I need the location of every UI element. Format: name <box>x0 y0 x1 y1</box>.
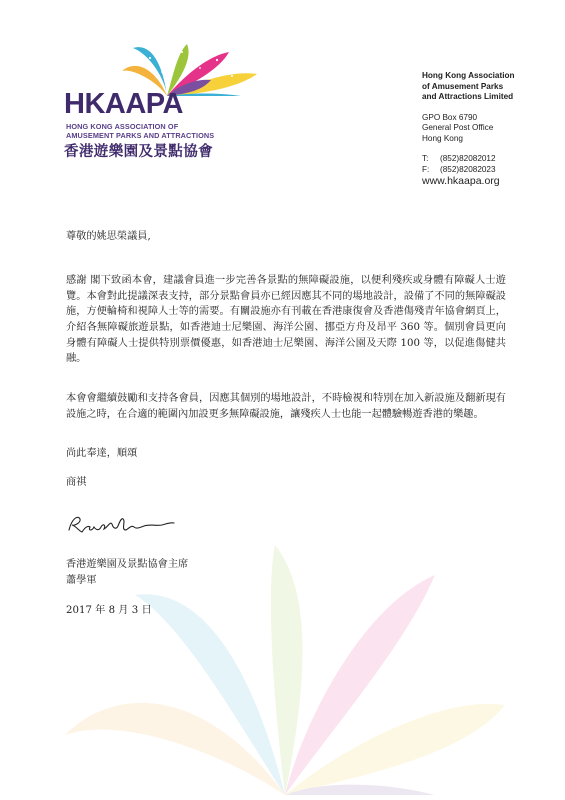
fax-row <box>422 165 515 176</box>
org-name-line1: Hong Kong Association <box>422 71 515 80</box>
closing-line: 尚此奉達，順頌 <box>66 448 138 459</box>
website-link[interactable]: www.hkaapa.org <box>422 175 500 187</box>
logo-acronym: HKAAPA <box>64 88 183 120</box>
org-name-line2: of Amusement Parks <box>422 81 504 91</box>
telephone-row <box>422 154 515 165</box>
body-paragraph-1: 感謝 閣下致函本會，建議會員進一步完善各景點的無障礙設施，以便利殘疾或身體有障礙人士遊覽。本會對此提議深表支持，部分景點會員亦已經因應其不同的場地設計，設備了不同的無障礙設施，方便輪椅和視障人士等的需要。有關設施亦有刊載在香港康復會及香港傷殘青年協會網頁上，介紹各無障礙旅遊景點，如香港迪士尼樂園、海洋公園、挪亞方舟及昂平 360 等。個別會員更向身體有障礙人士提供特別票價優惠，如香港迪士尼樂園、海洋公園及天際 100 等，以促進傷健共融。 <box>66 275 506 365</box>
post-office: General Post Office <box>422 123 494 132</box>
logo-subtitle-line1: HONG KONG ASSOCIATION OF <box>66 122 179 131</box>
logo-subtitle-line2: AMUSEMENT PARKS AND ATTRACTIONS <box>66 131 215 140</box>
telephone-number: (852)82082012 <box>440 154 496 163</box>
salutation: 尊敬的姚思榮議員, <box>66 231 151 242</box>
fax-number: (852)82082023 <box>440 164 496 174</box>
letter-date: 2017 年 8 月 3 日 <box>66 605 152 616</box>
closing-greeting: 商祺 <box>66 477 87 488</box>
signer-block <box>66 557 188 588</box>
fax-label: F: <box>422 164 430 174</box>
po-box: GPO Box 6790 <box>422 112 478 122</box>
body-paragraph-2: 本會會繼續鼓勵和支持各會員，因應其個別的場地設計，不時檢視和特別在加入新設施及翻新現有設施之時，在合適的範圍內加設更多無障礙設施，讓殘疾人士也能一起體驗暢遊香港的樂趣。 <box>66 393 506 420</box>
address-block <box>422 71 515 187</box>
hkaapa-logo <box>64 38 274 163</box>
signer-title: 香港遊樂園及景點協會主席 <box>66 559 189 570</box>
city: Hong Kong <box>422 133 463 143</box>
handwritten-signature <box>66 512 176 536</box>
watermark-logo <box>50 505 520 795</box>
logo-chinese-name: 香港遊樂園及景點協會 <box>64 144 213 160</box>
signer-name: 蕭學軍 <box>66 574 97 586</box>
org-name-line3: and Attractions Limited <box>422 92 514 101</box>
telephone-label: T: <box>422 154 429 163</box>
